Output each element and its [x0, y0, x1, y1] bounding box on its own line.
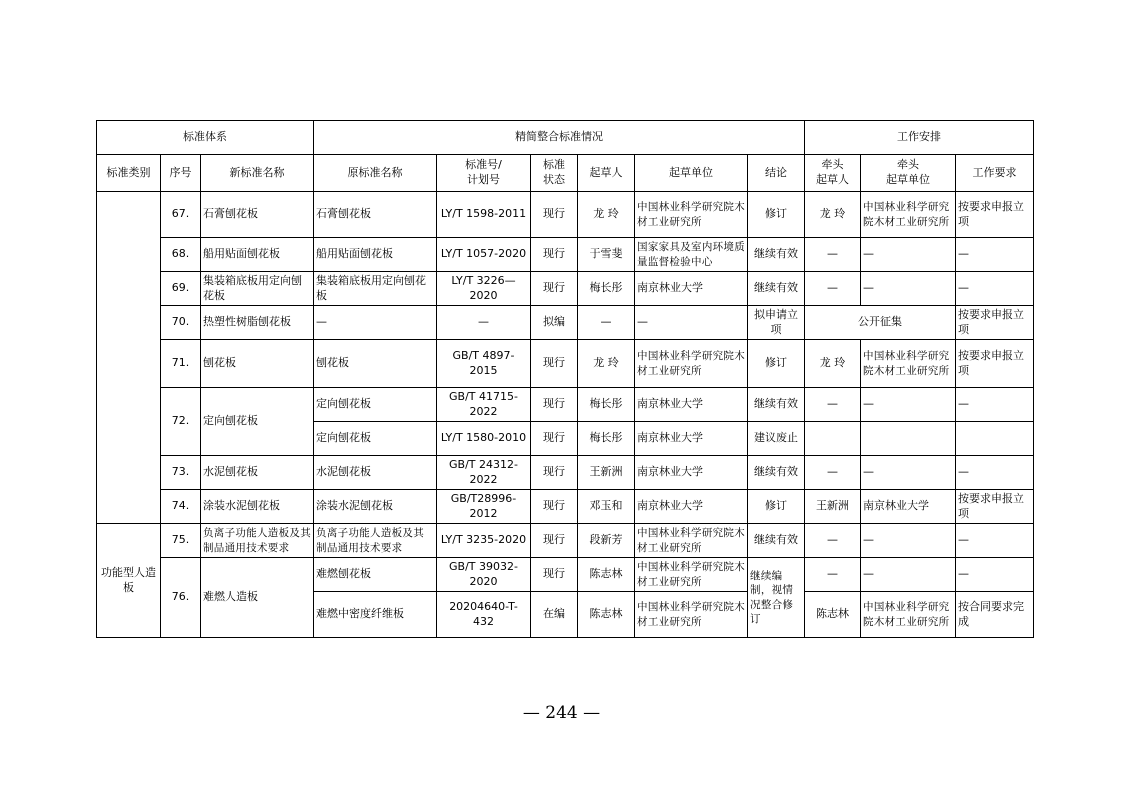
row-requirement: — [956, 558, 1034, 592]
row-unit: 南京林业大学 [635, 272, 748, 306]
row-orig-name: 集装箱底板用定向刨花板 [314, 272, 437, 306]
col-drafter: 起草人 [578, 155, 635, 192]
row-number: 20204640-T-432 [437, 592, 531, 638]
row-lead-unit: 南京林业大学 [861, 490, 956, 524]
table-row [97, 456, 1034, 490]
col-status-line1: 标准 [543, 158, 566, 172]
row-seq: 74. [161, 490, 201, 524]
table-row [97, 490, 1034, 524]
row-orig-name: 难燃中密度纤维板 [314, 592, 437, 638]
row-lead-unit: — [861, 524, 956, 558]
row-lead-drafter: — [805, 524, 861, 558]
header-row-groups [97, 121, 1034, 155]
table-row [97, 306, 1034, 340]
row-unit: 南京林业大学 [635, 388, 748, 422]
header-standard-system: 标准体系 [97, 121, 314, 155]
row-unit: 南京林业大学 [635, 456, 748, 490]
category-cell: 功能型人造板 [97, 524, 161, 638]
row-drafter: 段新芳 [578, 524, 635, 558]
header-integration: 精简整合标准情况 [314, 121, 805, 155]
row-seq: 73. [161, 456, 201, 490]
row-drafter: 梅长彤 [578, 272, 635, 306]
row-requirement: 按要求申报立项 [956, 306, 1034, 340]
row-lead-unit: 中国林业科学研究院木材工业研究所 [861, 340, 956, 388]
col-category: 标准类别 [97, 155, 161, 192]
col-lead-drafter-line2: 起草人 [816, 173, 850, 186]
table-row [97, 388, 1034, 422]
row-lead-merged: 公开征集 [805, 306, 956, 340]
row-status: 现行 [531, 388, 578, 422]
row-status: 拟编 [531, 306, 578, 340]
row-conclusion: 修订 [748, 490, 805, 524]
row-conclusion: 建议废止 [748, 422, 805, 456]
row-status: 现行 [531, 490, 578, 524]
row-number: GB/T 4897-2015 [437, 340, 531, 388]
col-orig-name: 原标准名称 [314, 155, 437, 192]
row-seq: 68. [161, 238, 201, 272]
table-row [97, 272, 1034, 306]
col-lead-unit-line2: 起草单位 [886, 173, 931, 186]
row-new-name: 刨花板 [201, 340, 314, 388]
row-new-name: 负离子功能人造板及其制品通用技术要求 [201, 524, 314, 558]
row-new-name: 热塑性树脂刨花板 [201, 306, 314, 340]
row-lead-unit: — [861, 456, 956, 490]
header-work-arrangement: 工作安排 [805, 121, 1034, 155]
row-orig-name: — [314, 306, 437, 340]
row-drafter: 梅长彤 [578, 422, 635, 456]
row-conclusion: 继续有效 [748, 456, 805, 490]
row-new-name: 涂装水泥刨花板 [201, 490, 314, 524]
row-lead-unit-empty [861, 422, 956, 456]
row-seq: 76. [161, 558, 201, 638]
row-unit: 中国林业科学研究院木材工业研究所 [635, 524, 748, 558]
row-conclusion: 继续有效 [748, 238, 805, 272]
col-number-line1: 标准号/ [465, 158, 502, 172]
standards-table [96, 120, 1034, 638]
row-unit: — [635, 306, 748, 340]
row-lead-drafter: 陈志林 [805, 592, 861, 638]
row-requirement: — [956, 456, 1034, 490]
row-lead-drafter: — [805, 238, 861, 272]
row-orig-name: 负离子功能人造板及其制品通用技术要求 [314, 524, 437, 558]
row-unit: 南京林业大学 [635, 490, 748, 524]
row-number: GB/T 39032-2020 [437, 558, 531, 592]
row-status: 现行 [531, 192, 578, 238]
row-new-name: 难燃人造板 [201, 558, 314, 638]
row-status: 现行 [531, 340, 578, 388]
row-new-name: 船用贴面刨花板 [201, 238, 314, 272]
row-unit: 中国林业科学研究院木材工业研究所 [635, 340, 748, 388]
row-number: GB/T28996-2012 [437, 490, 531, 524]
row-unit: 国家家具及室内环境质量监督检验中心 [635, 238, 748, 272]
row-orig-name: 难燃刨花板 [314, 558, 437, 592]
row-status: 在编 [531, 592, 578, 638]
header-row-columns [97, 155, 1034, 192]
row-lead-drafter: 龙 玲 [805, 192, 861, 238]
col-number-line2: 计划号 [467, 173, 501, 186]
row-drafter: 陈志林 [578, 558, 635, 592]
row-status: 现行 [531, 558, 578, 592]
row-unit: 中国林业科学研究院木材工业研究所 [635, 558, 748, 592]
row-lead-unit: — [861, 238, 956, 272]
row-number: LY/T 1057-2020 [437, 238, 531, 272]
row-status: 现行 [531, 456, 578, 490]
row-unit: 南京林业大学 [635, 422, 748, 456]
row-lead-drafter-empty [805, 422, 861, 456]
row-drafter: 王新洲 [578, 456, 635, 490]
row-requirement: — [956, 524, 1034, 558]
table-row [97, 558, 1034, 592]
row-conclusion: 继续有效 [748, 524, 805, 558]
row-lead-drafter: — [805, 558, 861, 592]
col-status-line2: 状态 [543, 173, 566, 186]
table-row [97, 238, 1034, 272]
row-requirement: 按要求申报立项 [956, 490, 1034, 524]
row-status: 现行 [531, 422, 578, 456]
col-requirement: 工作要求 [956, 155, 1034, 192]
row-requirement-empty [956, 422, 1034, 456]
row-orig-name: 定向刨花板 [314, 388, 437, 422]
row-drafter: 陈志林 [578, 592, 635, 638]
row-orig-name: 定向刨花板 [314, 422, 437, 456]
row-lead-unit: 中国林业科学研究院木材工业研究所 [861, 192, 956, 238]
row-unit: 中国林业科学研究院木材工业研究所 [635, 592, 748, 638]
row-conclusion: 继续编制，视情况整合修订 [748, 558, 805, 638]
row-lead-drafter: 王新洲 [805, 490, 861, 524]
row-number: LY/T 3226—2020 [437, 272, 531, 306]
row-drafter: 梅长彤 [578, 388, 635, 422]
row-lead-drafter: — [805, 388, 861, 422]
row-lead-unit: — [861, 388, 956, 422]
col-lead-unit-line1: 牵头 [897, 158, 920, 172]
row-requirement: — [956, 388, 1034, 422]
row-drafter: — [578, 306, 635, 340]
row-orig-name: 刨花板 [314, 340, 437, 388]
category-cell-empty [97, 192, 161, 524]
col-lead-drafter [805, 155, 861, 192]
table-row [97, 524, 1034, 558]
row-orig-name: 水泥刨花板 [314, 456, 437, 490]
row-status: 现行 [531, 238, 578, 272]
col-lead-drafter-line1: 牵头 [821, 158, 844, 172]
col-status [531, 155, 578, 192]
row-requirement: 按合同要求完成 [956, 592, 1034, 638]
col-drafting-unit: 起草单位 [635, 155, 748, 192]
row-number: — [437, 306, 531, 340]
row-seq: 71. [161, 340, 201, 388]
row-number: LY/T 1598-2011 [437, 192, 531, 238]
row-lead-unit: — [861, 272, 956, 306]
col-new-name: 新标准名称 [201, 155, 314, 192]
row-status: 现行 [531, 272, 578, 306]
row-seq: 72. [161, 388, 201, 456]
row-unit: 中国林业科学研究院木材工业研究所 [635, 192, 748, 238]
table-row [97, 340, 1034, 388]
row-requirement: — [956, 272, 1034, 306]
row-new-name: 水泥刨花板 [201, 456, 314, 490]
row-new-name: 集装箱底板用定向刨花板 [201, 272, 314, 306]
row-drafter: 于雪斐 [578, 238, 635, 272]
row-number: GB/T 41715-2022 [437, 388, 531, 422]
row-number: LY/T 3235-2020 [437, 524, 531, 558]
row-conclusion: 修订 [748, 340, 805, 388]
col-seq: 序号 [161, 155, 201, 192]
row-orig-name: 石膏刨花板 [314, 192, 437, 238]
row-new-name: 石膏刨花板 [201, 192, 314, 238]
row-lead-drafter: — [805, 272, 861, 306]
row-lead-drafter: 龙 玲 [805, 340, 861, 388]
row-conclusion: 继续有效 [748, 272, 805, 306]
row-seq: 70. [161, 306, 201, 340]
row-orig-name: 涂装水泥刨花板 [314, 490, 437, 524]
row-seq: 75. [161, 524, 201, 558]
row-requirement: 按要求申报立项 [956, 192, 1034, 238]
row-lead-unit: — [861, 558, 956, 592]
row-drafter: 龙 玲 [578, 340, 635, 388]
table-row [97, 192, 1034, 238]
col-lead-unit [861, 155, 956, 192]
row-requirement: — [956, 238, 1034, 272]
row-drafter: 龙 玲 [578, 192, 635, 238]
row-conclusion: 拟申请立项 [748, 306, 805, 340]
col-number [437, 155, 531, 192]
row-conclusion: 修订 [748, 192, 805, 238]
row-seq: 69. [161, 272, 201, 306]
row-requirement: 按要求申报立项 [956, 340, 1034, 388]
row-new-name: 定向刨花板 [201, 388, 314, 456]
row-number: LY/T 1580-2010 [437, 422, 531, 456]
row-orig-name: 船用贴面刨花板 [314, 238, 437, 272]
row-lead-drafter: — [805, 456, 861, 490]
row-conclusion: 继续有效 [748, 388, 805, 422]
row-lead-unit: 中国林业科学研究院木材工业研究所 [861, 592, 956, 638]
row-drafter: 邓玉和 [578, 490, 635, 524]
col-conclusion: 结论 [748, 155, 805, 192]
row-seq: 67. [161, 192, 201, 238]
page-number: — 244 — [522, 703, 601, 723]
row-number: GB/T 24312-2022 [437, 456, 531, 490]
row-status: 现行 [531, 524, 578, 558]
